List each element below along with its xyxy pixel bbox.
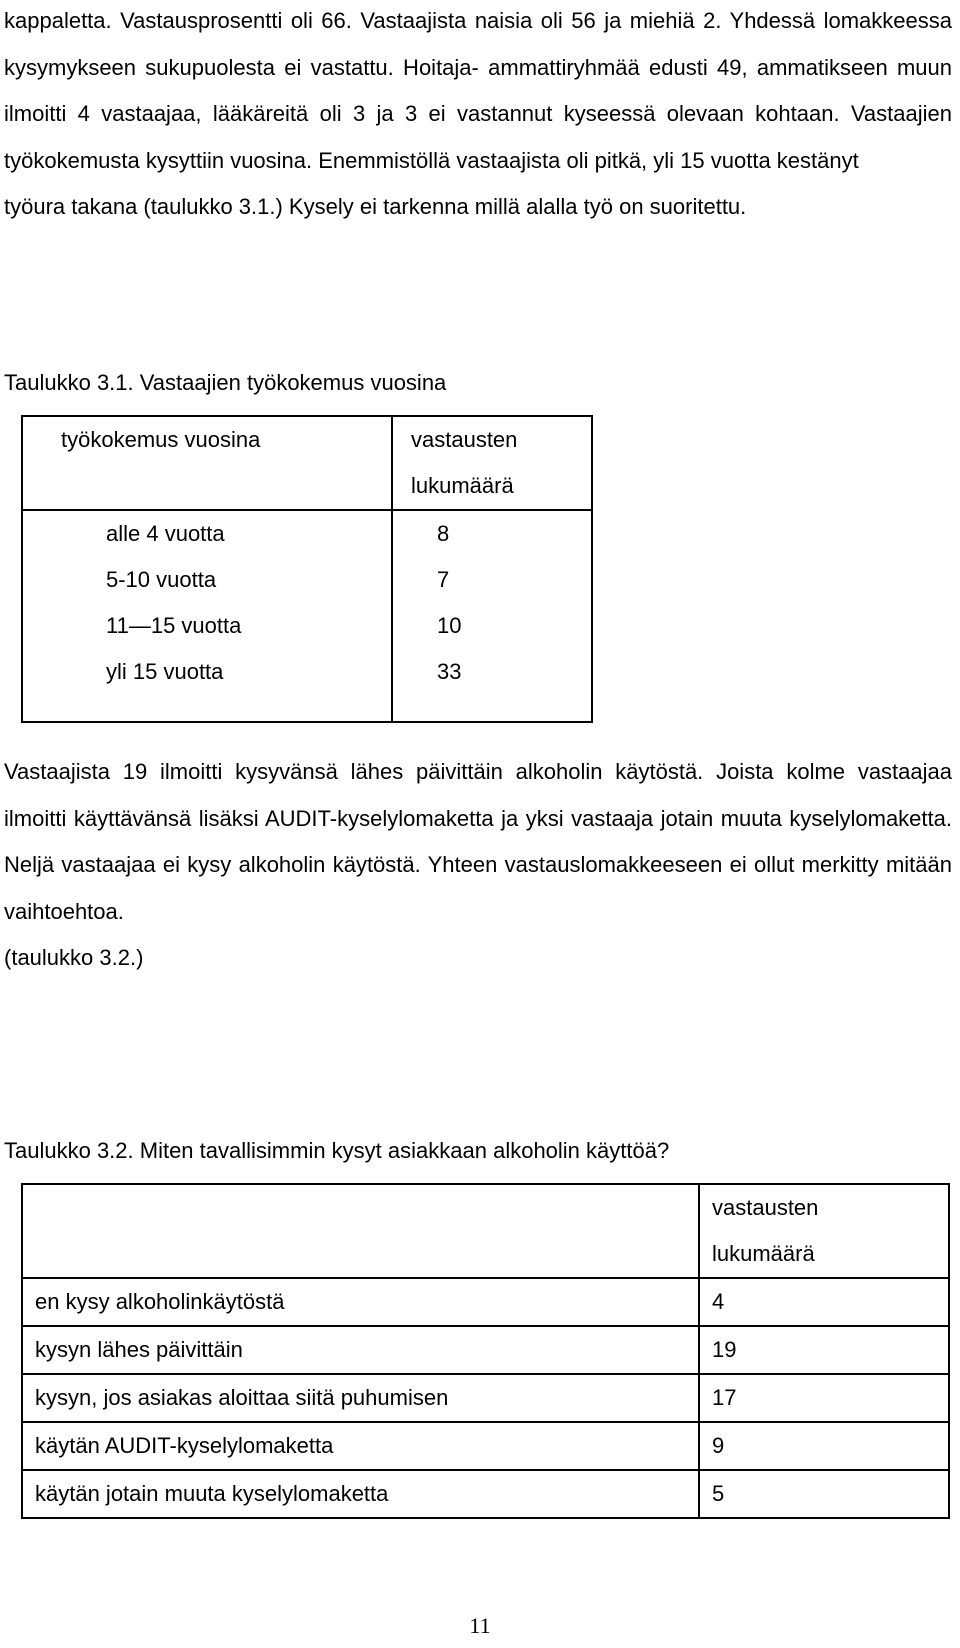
table-cell [22, 1422, 699, 1470]
table-cell [392, 603, 592, 649]
header-label-line: vastausten [712, 1195, 819, 1220]
table-cell [22, 1374, 699, 1422]
row-value: 33 [437, 659, 462, 684]
header-label [700, 1185, 948, 1277]
table-cell [392, 557, 592, 603]
table-cell [22, 510, 392, 557]
row-label: 11—15 vuotta [106, 613, 242, 638]
header-label: työkokemus vuosina [61, 427, 261, 452]
work-experience-table [21, 415, 593, 723]
row-label: kysyn, jos asiakas aloittaa siitä puhumisen [35, 1385, 449, 1410]
paragraph-line: vastaaja jotain muuta kyselylomaketta. Neljä vastaajaa ei kysy alkoholin [4, 805, 952, 877]
header-label-line: lukumäärä [712, 1241, 815, 1266]
table-cell [22, 1278, 699, 1326]
row-value: 10 [437, 613, 462, 638]
paragraph-line: kolme vastaajaa ilmoitti käyttävänsä lisäksi AUDIT-kyselylomaketta ja yksi [4, 759, 952, 831]
table-caption: Taulukko 3.2. Miten tavallisimmin kysyt asiakkaan alkoholin käyttöä? [4, 1138, 670, 1163]
table-row [22, 510, 592, 557]
row-label: käytän AUDIT-kyselylomaketta [35, 1433, 334, 1458]
table-row [22, 557, 592, 603]
table-row [22, 1326, 949, 1374]
header-cell [22, 416, 392, 510]
table-row [22, 1374, 949, 1422]
header-label-line: lukumäärä [411, 473, 514, 498]
table-cell [699, 1470, 949, 1518]
table-header-row [22, 416, 592, 510]
paragraph-line: kysyttiin vuosina. Enemmistöllä vastaajista oli pitkä, yli 15 vuotta kestänyt [145, 147, 859, 173]
row-label: käytän jotain muuta kyselylomaketta [35, 1481, 389, 1506]
row-label: alle 4 vuotta [106, 521, 225, 546]
table-row [22, 649, 592, 722]
table-row [22, 1278, 949, 1326]
row-label: en kysy alkoholinkäytöstä [35, 1289, 285, 1314]
table-cell [699, 1374, 949, 1422]
table-cell [699, 1278, 949, 1326]
header-cell [22, 1184, 699, 1278]
table-cell [22, 1326, 699, 1374]
paragraph-line: käytöstä. Yhteen vastauslomakkeeseen ei ollut merkitty mitään vaihtoehtoa. [4, 852, 952, 924]
row-value: 8 [437, 521, 450, 546]
table-cell [22, 557, 392, 603]
table-cell [392, 649, 592, 722]
paragraph-line: kappaletta. Vastausprosentti oli 66. Vastaajista naisia oli 56 ja miehiä 2. [4, 8, 730, 33]
table-row [22, 1422, 949, 1470]
table-row [22, 603, 592, 649]
row-label: 5-10 vuotta [106, 567, 217, 592]
paragraph-last-line: (taulukko 3.2.) [4, 945, 144, 970]
row-label: yli 15 vuotta [106, 659, 224, 684]
paragraph-line: Yhdessä lomakkeessa kysymykseen sukupuolesta ei vastattu. Hoitaja- [4, 8, 952, 80]
table-caption: Taulukko 3.1. Vastaajien työkokemus vuosina [4, 370, 447, 395]
header-label [393, 417, 591, 509]
header-cell [699, 1184, 949, 1278]
paragraph-line: 3 ja 3 ei vastannut kyseessä olevaan kohtaan. Vastaajien työkokemusta [4, 101, 953, 173]
table-header-row [22, 1184, 949, 1278]
table-cell [392, 510, 592, 557]
row-value: 9 [712, 1433, 725, 1458]
row-value: 5 [712, 1481, 725, 1506]
paragraph-last-line: työura takana (taulukko 3.1.) Kysely ei tarkenna millä alalla työ on suoritettu. [4, 194, 747, 219]
paragraph-line: Vastaajista 19 ilmoitti kysyvänsä lähes päivittäin alkoholin käytöstä. Joista [4, 759, 787, 784]
table-cell [22, 649, 392, 722]
header-label-line: vastausten [411, 427, 518, 452]
alcohol-question-table [21, 1183, 950, 1519]
table-cell [699, 1422, 949, 1470]
page-number: 11 [469, 1613, 491, 1638]
row-value: 7 [437, 567, 450, 592]
table-cell [699, 1326, 949, 1374]
table-row [22, 1470, 949, 1518]
row-value: 17 [712, 1385, 737, 1410]
paragraph-respondents [4, 0, 952, 231]
row-value: 4 [712, 1289, 725, 1314]
table-cell [22, 1470, 699, 1518]
header-cell [392, 416, 592, 510]
paragraph-alcohol-questions [4, 749, 952, 982]
row-label: kysyn lähes päivittäin [35, 1337, 243, 1362]
row-value: 19 [712, 1337, 737, 1362]
paragraph-line: ammattiryhmää edusti 49, ammatikseen muun ilmoitti 4 vastaajaa, lääkäreitä oli [4, 54, 953, 126]
table-cell [22, 603, 392, 649]
